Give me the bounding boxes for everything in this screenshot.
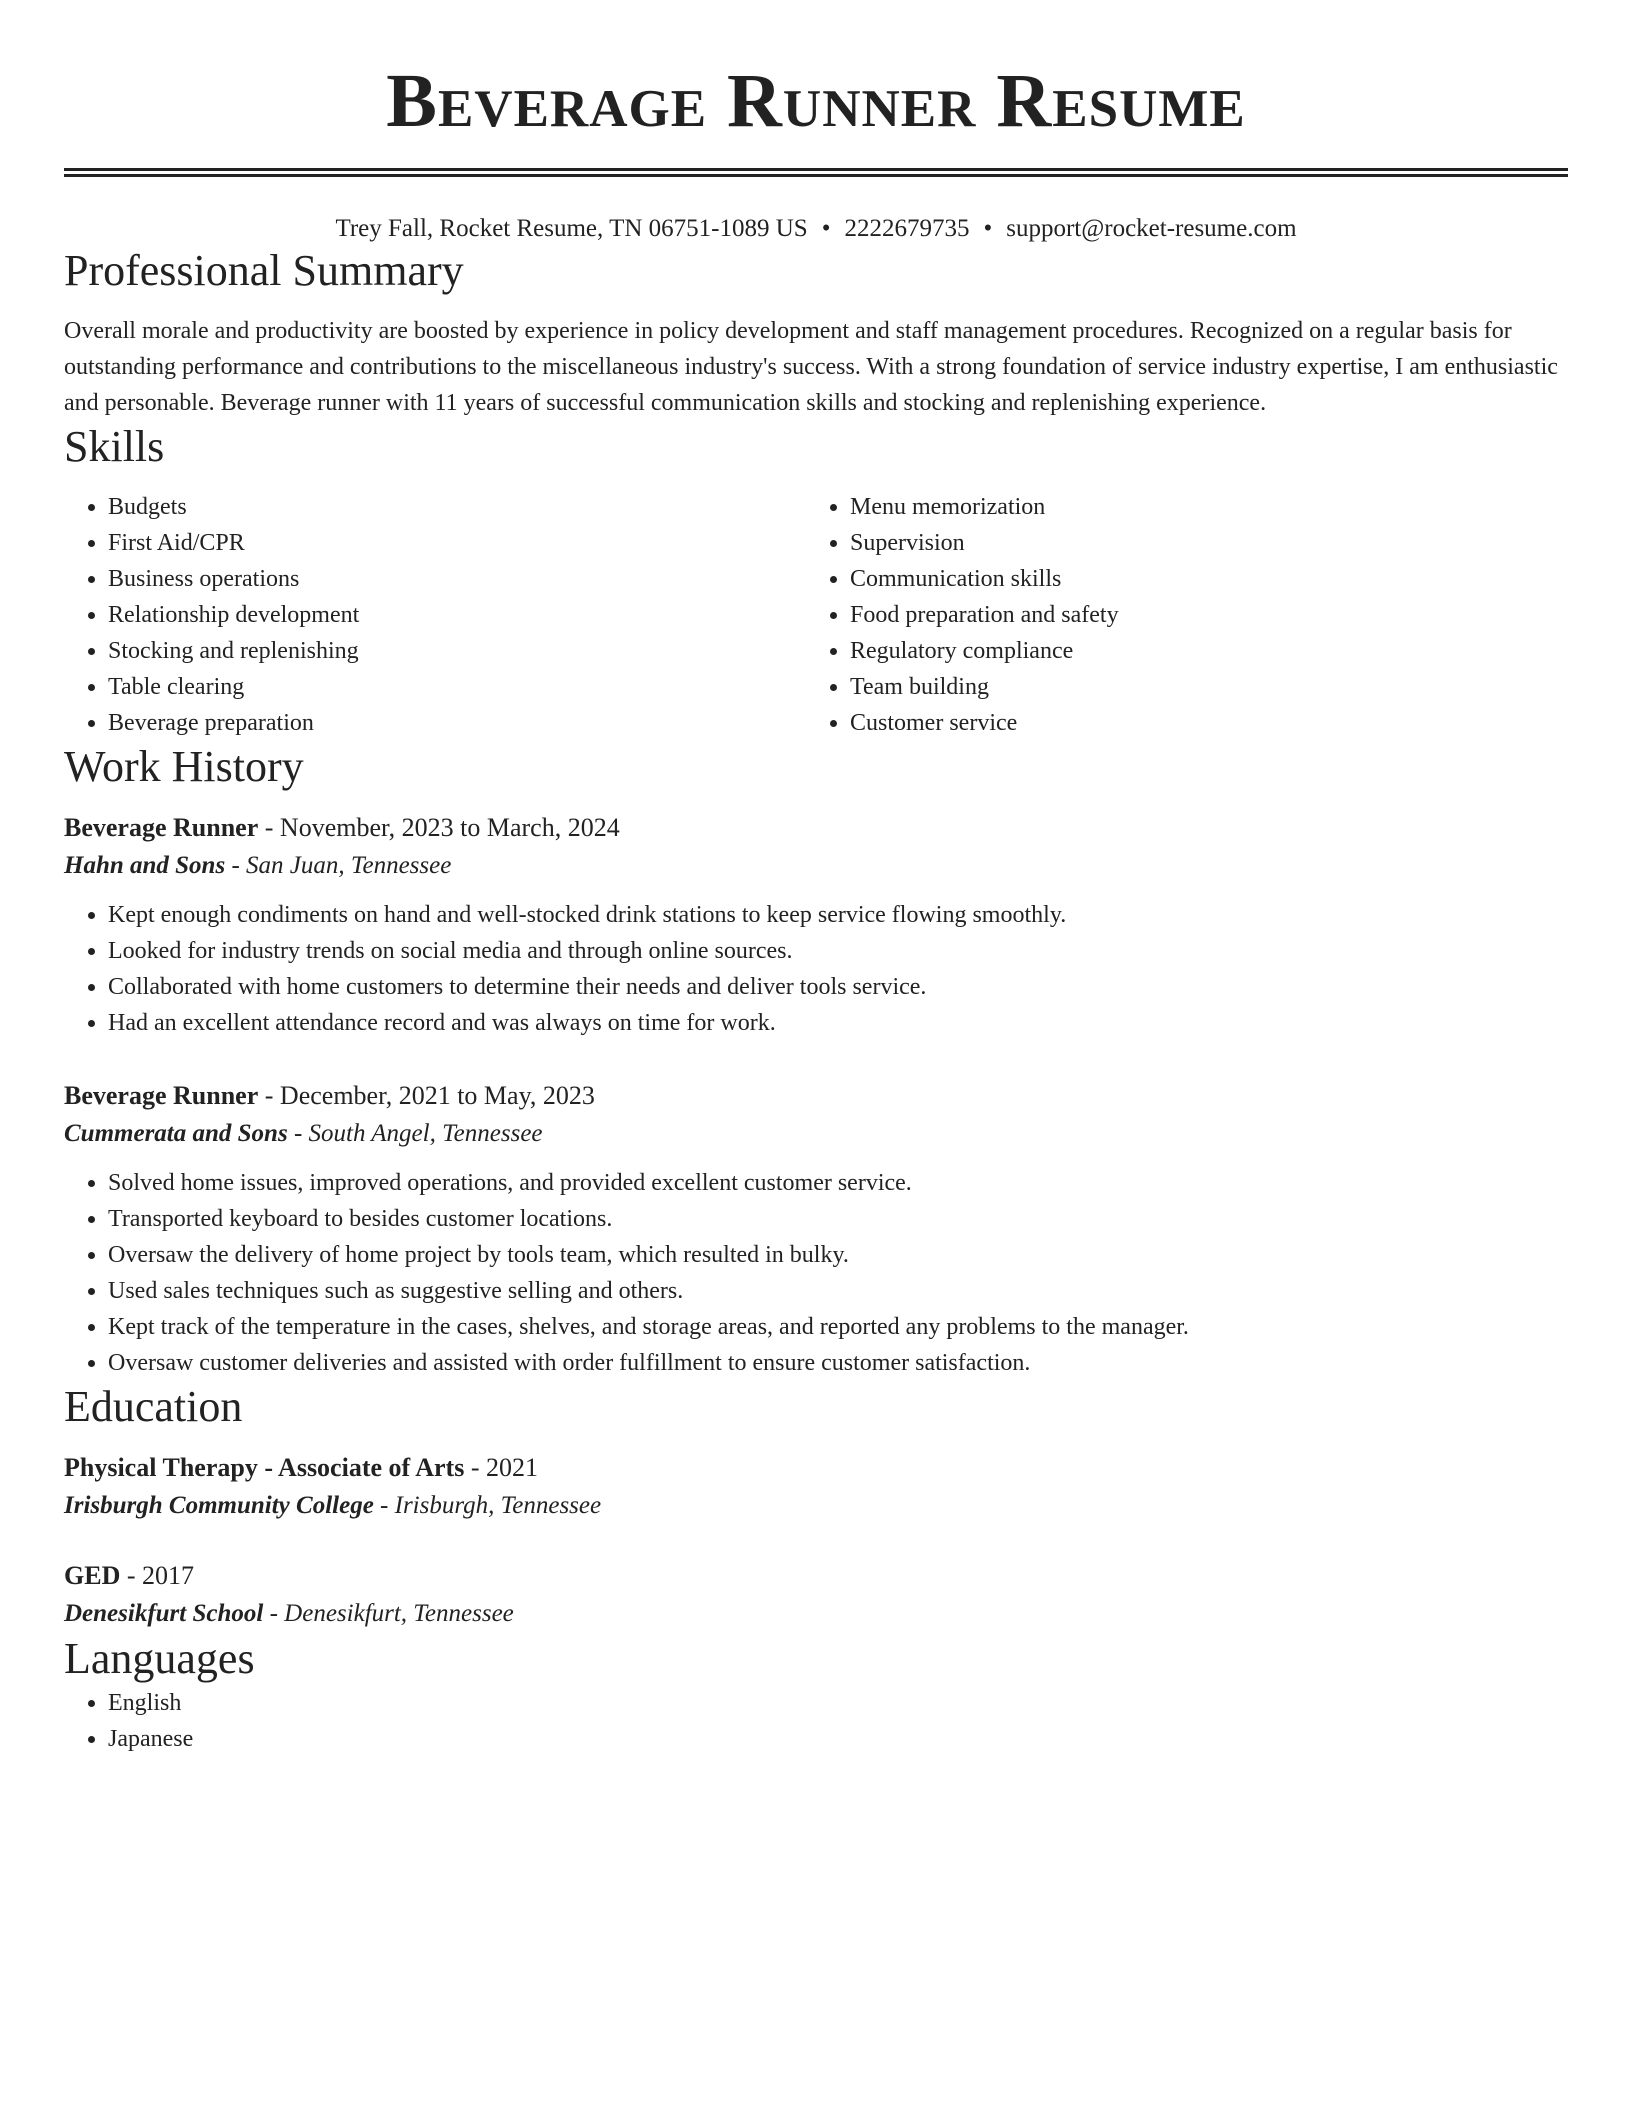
degree-name: GED bbox=[64, 1561, 121, 1590]
company-name: Hahn and Sons bbox=[64, 852, 226, 879]
job-title-line: Beverage Runner - December, 2021 to May, 2023 bbox=[64, 1081, 595, 1110]
skill-item: • Communication skills bbox=[850, 561, 1548, 597]
skill-item: • Beverage preparation bbox=[108, 705, 806, 741]
job-entry bbox=[64, 809, 1568, 1041]
skill-item: • Regulatory compliance bbox=[850, 633, 1548, 669]
language-item: • English bbox=[108, 1685, 1568, 1721]
degree-line: GED - 2017 bbox=[64, 1561, 195, 1590]
languages-heading: Languages bbox=[64, 1634, 255, 1683]
summary-heading: Professional Summary bbox=[64, 246, 464, 295]
skill-item: • Food preparation and safety bbox=[850, 597, 1548, 633]
school-line: Irisburgh Community College - Irisburgh, Tennessee bbox=[64, 1492, 602, 1519]
company-line: Cummerata and Sons - South Angel, Tennessee bbox=[64, 1120, 543, 1147]
contact-email: support@rocket-resume.com bbox=[1006, 215, 1297, 242]
job-duties bbox=[64, 1165, 1568, 1381]
job-duty: • Used sales techniques such as suggestive selling and others. bbox=[108, 1273, 1568, 1309]
contact-line bbox=[64, 213, 1568, 245]
summary-text: Overall morale and productivity are boosted by experience in policy development and staff management procedures. Recognized on a regular basis for outstanding performance and contributions to the miscellaneous industry's success. With a strong foundation of service industry expertise, I am enthusiastic and personable. Beverage runner with 11 years of successful communication skills and stocking and replenishing experience. bbox=[64, 318, 1558, 416]
degree-year: 2021 bbox=[486, 1453, 539, 1482]
skill-item: • Supervision bbox=[850, 525, 1548, 561]
skill-item: • Stocking and replenishing bbox=[108, 633, 806, 669]
school-location: Irisburgh, Tennessee bbox=[394, 1492, 602, 1519]
company-name: Cummerata and Sons bbox=[64, 1120, 288, 1147]
language-item: • Japanese bbox=[108, 1721, 1568, 1757]
job-title: Beverage Runner bbox=[64, 1081, 259, 1110]
school-name: Denesikfurt School bbox=[64, 1600, 264, 1627]
languages-list bbox=[64, 1685, 1568, 1757]
contact-separator: • bbox=[821, 215, 831, 242]
skills-list bbox=[64, 489, 1568, 741]
resume-title: Beverage Runner Resume bbox=[386, 59, 1246, 143]
skill-item: • Menu memorization bbox=[850, 489, 1548, 525]
job-duty: • Solved home issues, improved operations, and provided excellent customer service. bbox=[108, 1165, 1568, 1201]
degree-year: 2017 bbox=[142, 1561, 195, 1590]
job-title-line: Beverage Runner - November, 2023 to March, 2024 bbox=[64, 813, 620, 842]
degree-line: Physical Therapy - Associate of Arts - 2021 bbox=[64, 1453, 539, 1482]
job-dates: November, 2023 to March, 2024 bbox=[279, 813, 620, 842]
education-entry bbox=[64, 1449, 1568, 1525]
job-title: Beverage Runner bbox=[64, 813, 259, 842]
skill-item: • Team building bbox=[850, 669, 1548, 705]
skill-item: • Customer service bbox=[850, 705, 1548, 741]
job-duty: • Oversaw customer deliveries and assisted with order fulfillment to ensure customer satisfaction. bbox=[108, 1345, 1568, 1381]
skill-item: • Budgets bbox=[108, 489, 806, 525]
job-duty: • Looked for industry trends on social media and through online sources. bbox=[108, 933, 1568, 969]
job-duties bbox=[64, 897, 1568, 1041]
company-location: South Angel, Tennessee bbox=[308, 1120, 543, 1147]
contact-phone: 2222679735 bbox=[844, 215, 970, 242]
contact-separator: • bbox=[983, 215, 993, 242]
education-heading: Education bbox=[64, 1382, 243, 1431]
skill-item: • Business operations bbox=[108, 561, 806, 597]
job-dates: December, 2021 to May, 2023 bbox=[279, 1081, 595, 1110]
work-history-heading: Work History bbox=[64, 742, 304, 791]
job-duty: • Kept enough condiments on hand and well-stocked drink stations to keep service flowing smoothly. bbox=[108, 897, 1568, 933]
skill-item: • First Aid/CPR bbox=[108, 525, 806, 561]
skills-column-right bbox=[806, 489, 1548, 741]
school-name: Irisburgh Community College bbox=[64, 1492, 374, 1519]
school-line: Denesikfurt School - Denesikfurt, Tennessee bbox=[64, 1600, 514, 1627]
company-line: Hahn and Sons - San Juan, Tennessee bbox=[64, 852, 452, 879]
school-location: Denesikfurt, Tennessee bbox=[284, 1600, 514, 1627]
skills-heading: Skills bbox=[64, 422, 165, 471]
title-divider bbox=[64, 168, 1568, 177]
contact-address: Trey Fall, Rocket Resume, TN 06751-1089 US bbox=[335, 215, 808, 242]
education-entry bbox=[64, 1557, 1568, 1633]
skill-item: • Relationship development bbox=[108, 597, 806, 633]
skill-item: • Table clearing bbox=[108, 669, 806, 705]
job-duty: • Oversaw the delivery of home project by tools team, which resulted in bulky. bbox=[108, 1237, 1568, 1273]
skills-column-left bbox=[64, 489, 806, 741]
job-duty: • Kept track of the temperature in the cases, shelves, and storage areas, and reported any problems to the manager. bbox=[108, 1309, 1568, 1345]
job-duty: • Transported keyboard to besides customer locations. bbox=[108, 1201, 1568, 1237]
job-duty: • Had an excellent attendance record and was always on time for work. bbox=[108, 1005, 1568, 1041]
job-duty: • Collaborated with home customers to determine their needs and deliver tools service. bbox=[108, 969, 1568, 1005]
degree-name: Physical Therapy - Associate of Arts bbox=[64, 1453, 465, 1482]
job-entry bbox=[64, 1077, 1568, 1381]
company-location: San Juan, Tennessee bbox=[246, 852, 452, 879]
